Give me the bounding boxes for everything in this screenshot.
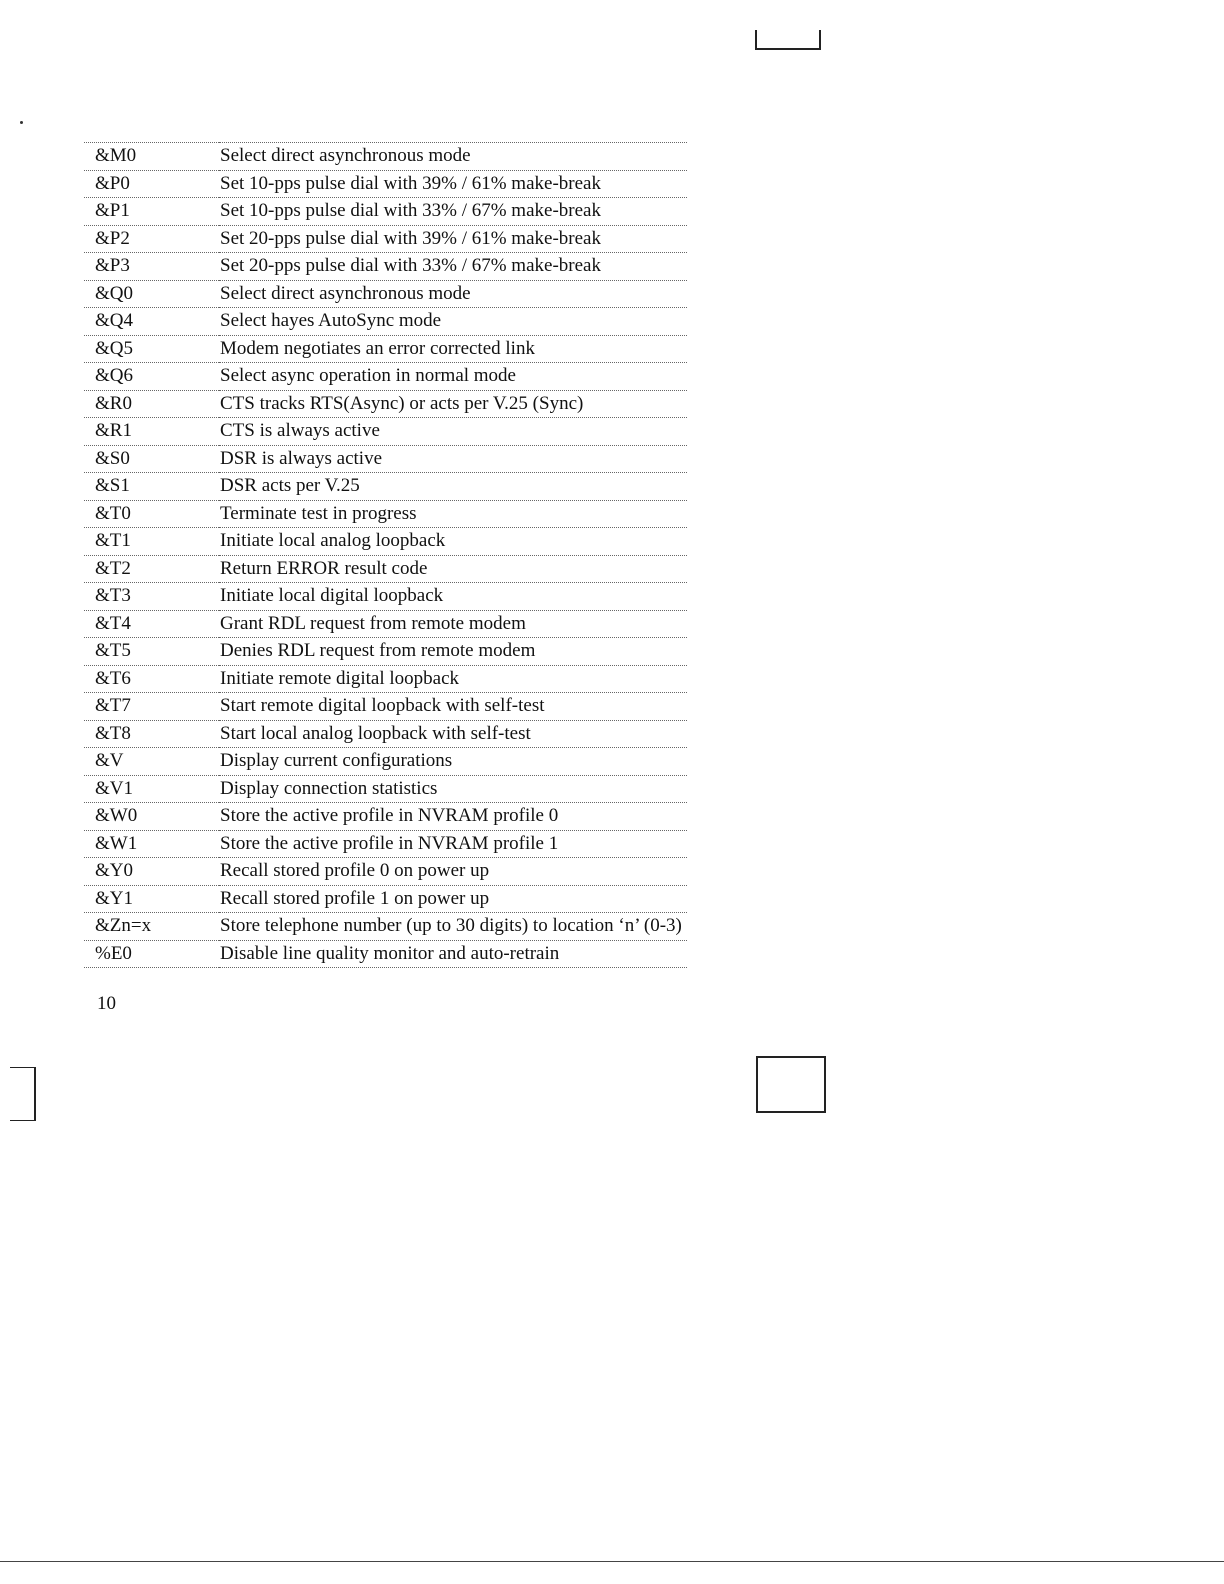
command-code: &Q4 — [95, 310, 133, 331]
table-row — [84, 473, 687, 501]
command-description: Display current configurations — [220, 750, 453, 771]
command-description: Set 10-pps pulse dial with 39% / 61% make-break — [220, 172, 601, 194]
table-row — [84, 665, 687, 693]
command-code: %E0 — [95, 942, 132, 964]
table-row — [84, 445, 687, 473]
table-row — [84, 803, 687, 831]
command-code: &Q6 — [95, 365, 133, 386]
command-description: Start remote digital loopback with self-test — [220, 695, 545, 716]
table-row — [84, 198, 687, 226]
table-row — [84, 693, 687, 721]
table-row — [84, 610, 687, 638]
table-row — [84, 913, 687, 941]
command-code: &V — [95, 750, 124, 771]
command-description: Modem negotiates an error corrected link — [220, 337, 535, 359]
command-code: &Zn=x — [95, 915, 152, 936]
crop-mark-box — [756, 1056, 826, 1113]
command-code: &P3 — [95, 255, 130, 276]
scan-speck — [20, 121, 23, 124]
command-code: &P2 — [95, 227, 130, 249]
crop-mark-left — [10, 1067, 36, 1121]
table-row — [84, 363, 687, 391]
table-row — [84, 280, 687, 308]
command-description: Disable line quality monitor and auto-retrain — [220, 942, 560, 964]
table-row — [84, 748, 687, 776]
command-description: Select direct asynchronous mode — [220, 145, 471, 166]
command-code: &S0 — [95, 447, 130, 469]
command-code: &Q0 — [95, 282, 133, 304]
command-description: Initiate local analog loopback — [220, 530, 446, 551]
table-row — [84, 170, 687, 198]
table-row — [84, 638, 687, 666]
command-code: &V1 — [95, 777, 133, 799]
crop-mark-top — [755, 30, 821, 50]
command-code: &S1 — [95, 475, 130, 496]
command-code: &T7 — [95, 695, 131, 716]
command-code: &T8 — [95, 722, 131, 744]
command-description: Select hayes AutoSync mode — [220, 310, 442, 331]
command-description: CTS is always active — [220, 420, 380, 441]
table-row — [84, 253, 687, 281]
table-row — [84, 500, 687, 528]
command-description: Select direct asynchronous mode — [220, 282, 471, 304]
command-description: Recall stored profile 0 on power up — [220, 860, 490, 881]
page-number: 10 — [97, 993, 116, 1014]
command-code: &W1 — [95, 832, 138, 854]
command-code: &T2 — [95, 557, 131, 579]
command-description: DSR acts per V.25 — [220, 475, 360, 496]
command-code: &P0 — [95, 172, 130, 194]
command-code: &Y0 — [95, 860, 133, 881]
command-description: Set 20-pps pulse dial with 33% / 67% make-break — [220, 255, 601, 276]
command-description: Initiate local digital loopback — [220, 585, 444, 606]
table-row — [84, 143, 687, 171]
table-row — [84, 830, 687, 858]
command-description: Set 10-pps pulse dial with 33% / 67% make-break — [220, 200, 601, 221]
command-code: &T1 — [95, 530, 131, 551]
command-code: &R0 — [95, 392, 132, 414]
command-description: Set 20-pps pulse dial with 39% / 61% make-break — [220, 227, 601, 249]
command-code: &Q5 — [95, 337, 133, 359]
at-command-table — [84, 142, 687, 968]
command-code: &T4 — [95, 612, 131, 634]
table-row — [84, 775, 687, 803]
command-description: Recall stored profile 1 on power up — [220, 887, 490, 909]
table-row — [84, 720, 687, 748]
table-row — [84, 335, 687, 363]
command-description: Grant RDL request from remote modem — [220, 612, 526, 634]
command-description: Store the active profile in NVRAM profile 0 — [220, 805, 559, 826]
command-description: Select async operation in normal mode — [220, 365, 516, 386]
command-description: Store telephone number (up to 30 digits) to location ‘n’ (0-3) — [220, 915, 682, 936]
table-row — [84, 390, 687, 418]
command-description: CTS tracks RTS(Async) or acts per V.25 (Sync) — [220, 392, 584, 414]
command-code: &W0 — [95, 805, 138, 826]
table-row — [84, 418, 687, 446]
command-code: &Y1 — [95, 887, 133, 909]
table-row — [84, 885, 687, 913]
command-code: &T3 — [95, 585, 131, 606]
command-description: Return ERROR result code — [220, 557, 428, 579]
command-code: &T6 — [95, 667, 131, 689]
command-code: &M0 — [95, 145, 137, 166]
command-code: &T0 — [95, 502, 131, 524]
command-description: Start local analog loopback with self-test — [220, 722, 531, 744]
table-row — [84, 940, 687, 968]
table-row — [84, 225, 687, 253]
command-description: Initiate remote digital loopback — [220, 667, 460, 689]
command-code: &T5 — [95, 640, 131, 661]
table-row — [84, 583, 687, 611]
command-description: Display connection statistics — [220, 777, 438, 799]
command-code: &P1 — [95, 200, 130, 221]
command-code: &R1 — [95, 420, 132, 441]
table-row — [84, 555, 687, 583]
command-list — [84, 143, 687, 968]
bottom-rule — [0, 1561, 1224, 1562]
command-description: Denies RDL request from remote modem — [220, 640, 536, 661]
command-description: Store the active profile in NVRAM profile 1 — [220, 832, 559, 854]
command-description: Terminate test in progress — [220, 502, 417, 524]
table-row — [84, 528, 687, 556]
table-row — [84, 858, 687, 886]
command-description: DSR is always active — [220, 447, 383, 469]
table-row — [84, 308, 687, 336]
